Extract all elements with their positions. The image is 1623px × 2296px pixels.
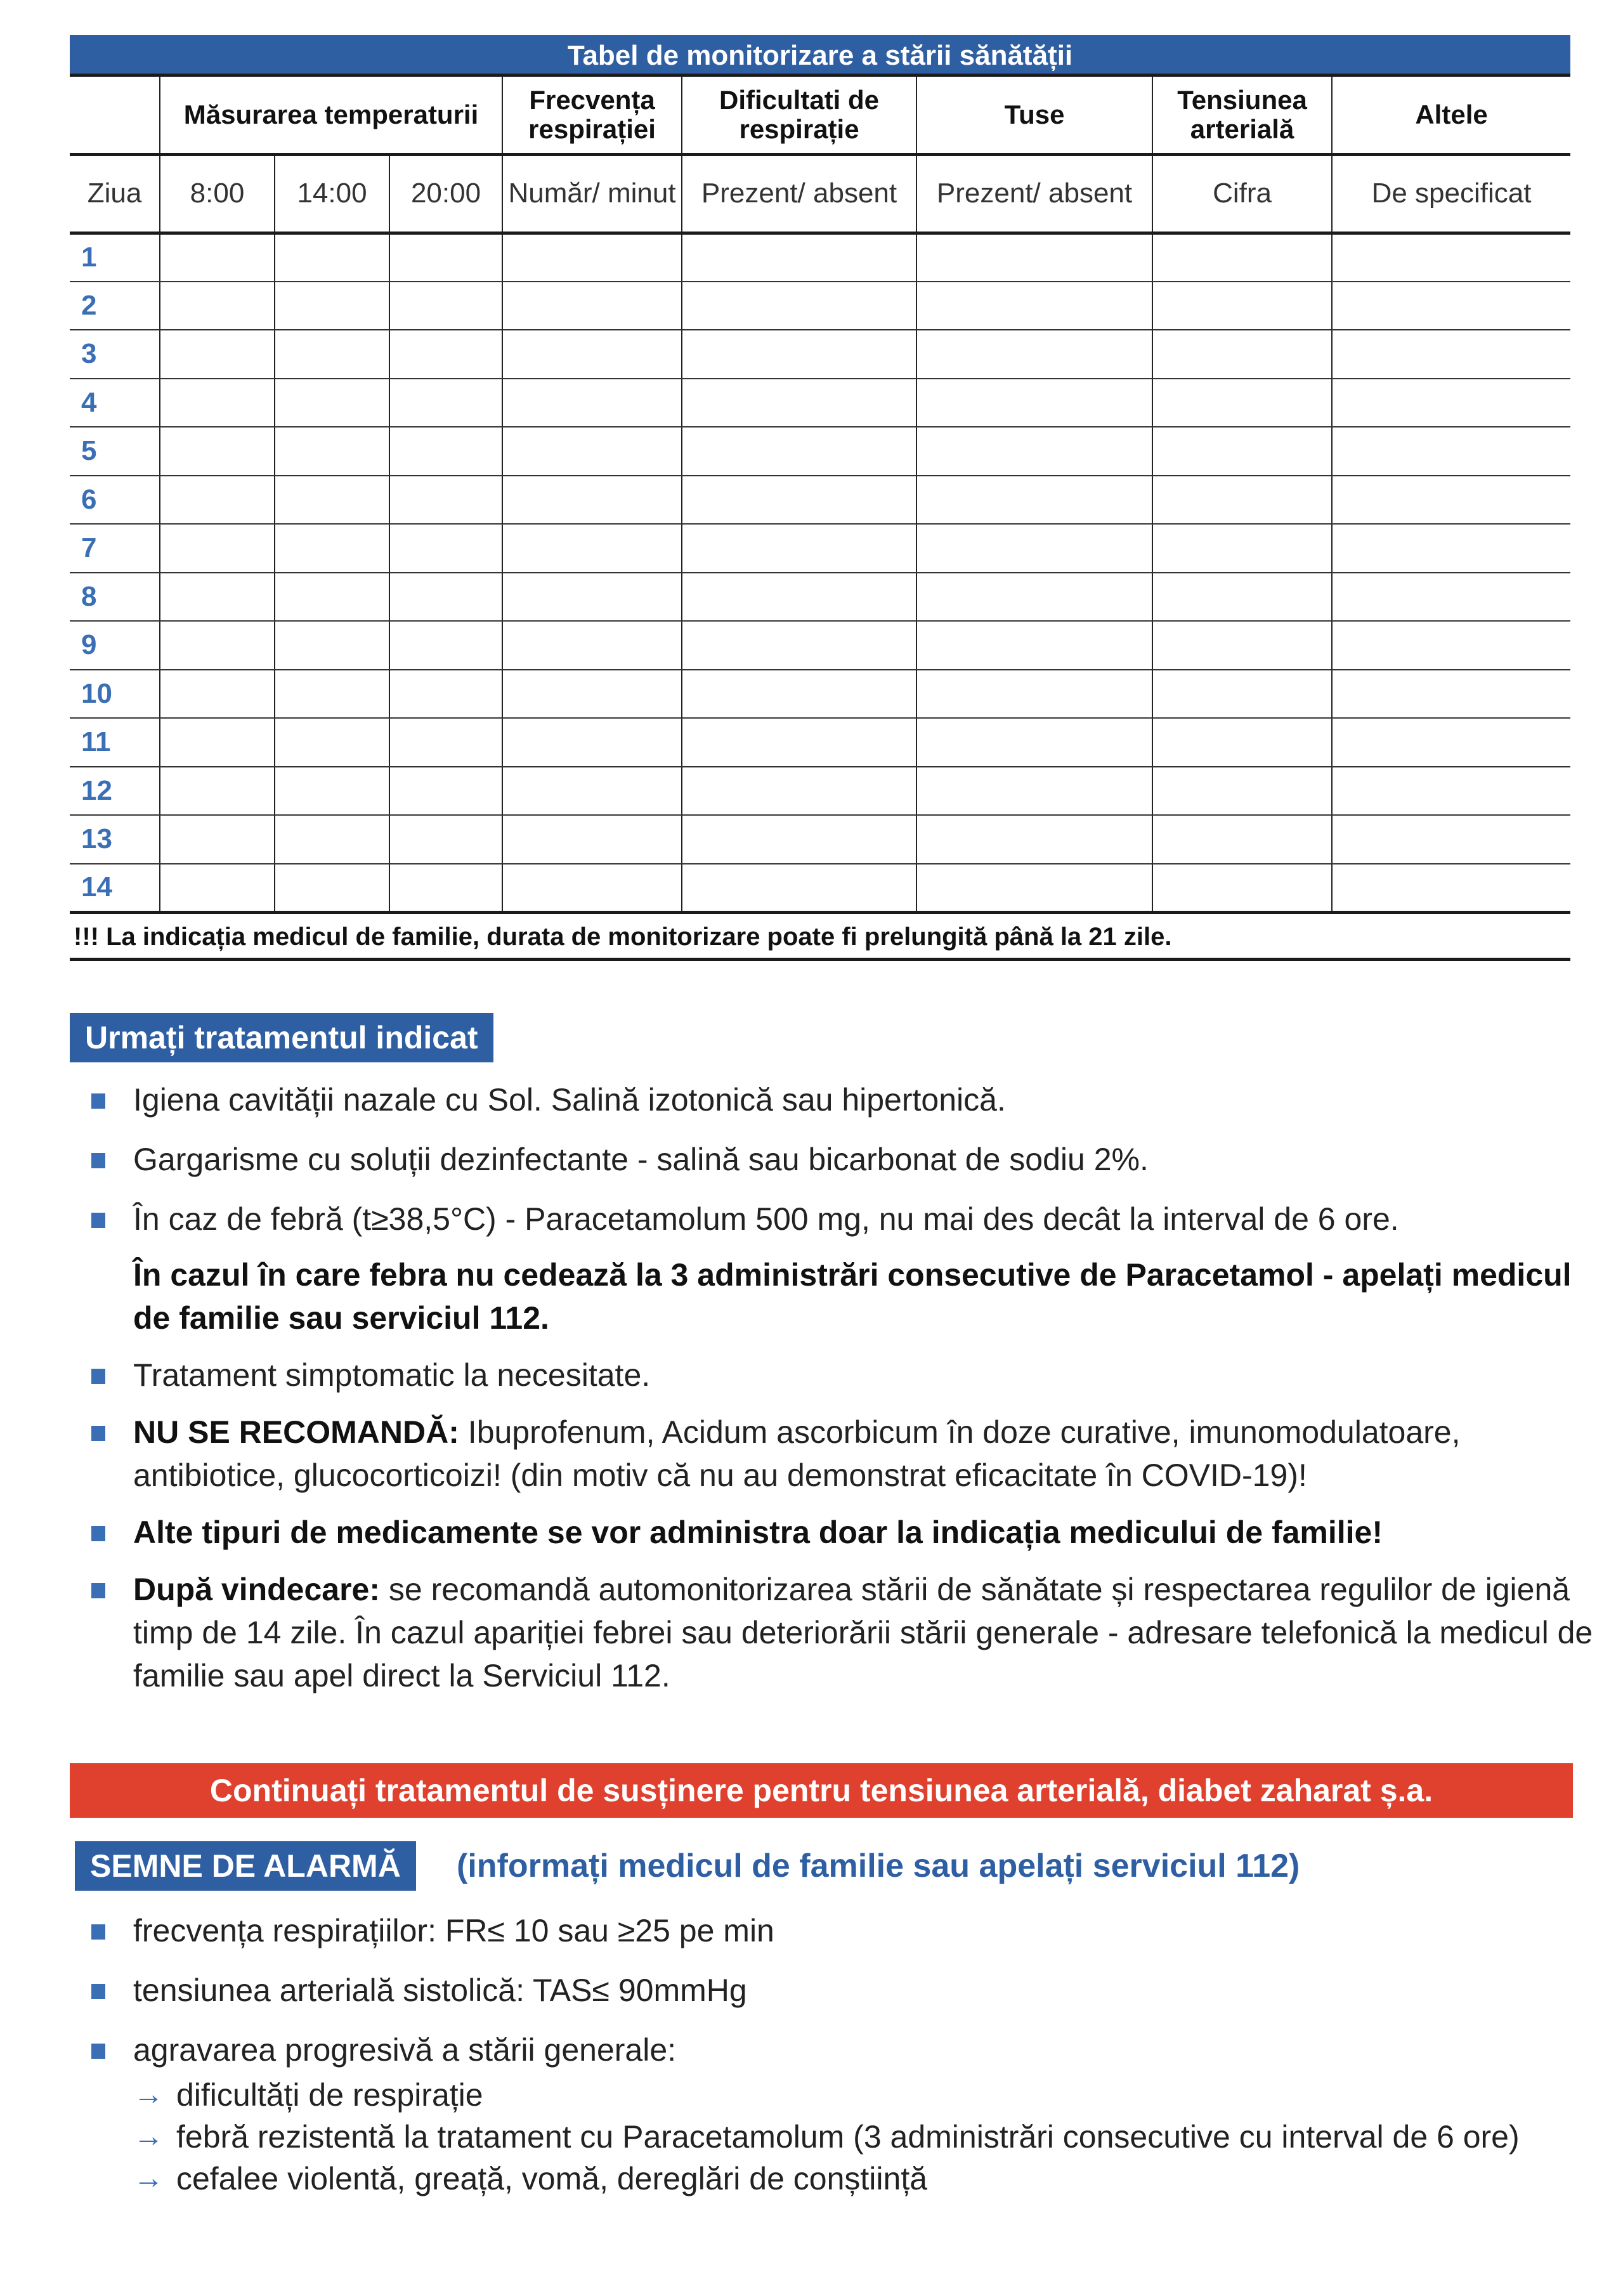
bullet-square-icon — [91, 1984, 105, 1999]
day-number: 6 — [70, 476, 160, 525]
cell-other[interactable] — [1332, 379, 1570, 427]
cell-other[interactable] — [1332, 573, 1570, 622]
cell-temp-8[interactable] — [160, 524, 275, 573]
list-item: Tratament simptomatic la necesitate. — [89, 1353, 1573, 1397]
cell-temp-8[interactable] — [160, 621, 275, 670]
header-blank — [70, 77, 160, 154]
cell-temp-8[interactable] — [160, 379, 275, 427]
header-other: Altele — [1332, 77, 1570, 154]
bullet-square-icon — [91, 1924, 105, 1940]
cell-temp-14[interactable] — [275, 524, 389, 573]
table-row — [70, 573, 1570, 622]
cell-blood-pressure[interactable] — [1152, 233, 1332, 282]
cell-breathing[interactable] — [682, 573, 916, 622]
table-row — [70, 670, 1570, 719]
cell-blood-pressure[interactable] — [1152, 815, 1332, 864]
cell-other[interactable] — [1332, 233, 1570, 282]
cell-temp-20[interactable] — [389, 864, 502, 913]
cell-other[interactable] — [1332, 864, 1570, 913]
table-row — [70, 718, 1570, 767]
sub-list-item: → cefalee violentă, greață, vomă, dereglări de conștiință — [133, 2158, 1560, 2200]
cell-blood-pressure[interactable] — [1152, 379, 1332, 427]
cell-temp-14[interactable] — [275, 330, 389, 379]
list-item: Gargarisme cu soluții dezinfectante - salină sau bicarbonat de sodiu 2%. — [89, 1138, 1573, 1181]
bullet-square-icon — [91, 1153, 105, 1168]
cell-cough[interactable] — [916, 330, 1152, 379]
cell-temp-20[interactable] — [389, 621, 502, 670]
cell-temp-20[interactable] — [389, 524, 502, 573]
cell-temp-8[interactable] — [160, 718, 275, 767]
cell-other[interactable] — [1332, 767, 1570, 816]
continue-treatment-banner: Continuați tratamentul de susținere pentru tensiunea arterială, diabet zaharat ș.a. — [70, 1763, 1573, 1818]
cell-temp-20[interactable] — [389, 330, 502, 379]
list-item: Igiena cavității nazale cu Sol. Salină izotonică sau hipertonică. — [89, 1078, 1573, 1121]
cell-temp-14[interactable] — [275, 670, 389, 719]
cell-cough[interactable] — [916, 427, 1152, 476]
bullet-square-icon — [91, 1526, 105, 1541]
cell-cough[interactable] — [916, 815, 1152, 864]
cell-resp-rate[interactable] — [502, 524, 682, 573]
cell-blood-pressure[interactable] — [1152, 427, 1332, 476]
cell-breathing[interactable] — [682, 476, 916, 525]
cell-cough[interactable] — [916, 573, 1152, 622]
day-number: 8 — [70, 573, 160, 622]
day-number: 9 — [70, 621, 160, 670]
treatment-list — [89, 1078, 1593, 1697]
cell-temp-20[interactable] — [389, 718, 502, 767]
cell-cough[interactable] — [916, 524, 1152, 573]
arrow-right-icon: → — [133, 2120, 164, 2153]
table-row — [70, 379, 1570, 427]
alarm-heading: SEMNE DE ALARMĂ — [75, 1841, 416, 1891]
bullet-square-icon — [91, 2044, 105, 2059]
list-item-not-recommended: NU SE RECOMANDĂ: Ibuprofenum, Acidum ascorbicum în doze curative, imunomodulatoare, antibiotice, glucocorticoizi! (din motiv că nu au demonstrat eficacitate în COVID-19)! — [89, 1411, 1548, 1497]
subheader-blood-pressure: Cifra — [1152, 154, 1332, 233]
cell-temp-20[interactable] — [389, 670, 502, 719]
day-number: 13 — [70, 815, 160, 864]
subheader-time-8: 8:00 — [160, 154, 275, 233]
cell-blood-pressure[interactable] — [1152, 524, 1332, 573]
cell-resp-rate[interactable] — [502, 718, 682, 767]
cell-cough[interactable] — [916, 476, 1152, 525]
cell-other[interactable] — [1332, 427, 1570, 476]
day-number: 4 — [70, 379, 160, 427]
sub-list-item: → febră rezistentă la tratament cu Paracetamolum (3 administrări consecutive cu interval de 6 ore) — [133, 2116, 1560, 2158]
cell-resp-rate[interactable] — [502, 573, 682, 622]
day-number: 5 — [70, 427, 160, 476]
cell-temp-20[interactable] — [389, 573, 502, 622]
cell-temp-8[interactable] — [160, 815, 275, 864]
list-item: În caz de febră (t≥38,5°C) - Paracetamolum 500 mg, nu mai des decât la interval de 6 ore. — [89, 1197, 1573, 1241]
cell-breathing[interactable] — [682, 330, 916, 379]
cell-breathing[interactable] — [682, 718, 916, 767]
cell-breathing[interactable] — [682, 815, 916, 864]
cell-temp-14[interactable] — [275, 864, 389, 913]
list-item-other-meds: Alte tipuri de medicamente se vor administra doar la indicația medicului de familie! — [89, 1511, 1573, 1554]
cell-cough[interactable] — [916, 767, 1152, 816]
table-row — [70, 524, 1570, 573]
cell-temp-8[interactable] — [160, 670, 275, 719]
header-temperature: Măsurarea temperaturii — [160, 77, 502, 154]
cell-resp-rate[interactable] — [502, 670, 682, 719]
table-row — [70, 621, 1570, 670]
subheader-resp-rate: Număr/ minut — [502, 154, 682, 233]
bullet-square-icon — [91, 1213, 105, 1228]
cell-blood-pressure[interactable] — [1152, 718, 1332, 767]
header-blood-pressure: Tensiunea arterială — [1152, 77, 1332, 154]
cell-breathing[interactable] — [682, 621, 916, 670]
cell-temp-20[interactable] — [389, 815, 502, 864]
alarm-sub-list — [133, 2074, 1560, 2200]
cell-temp-20[interactable] — [389, 233, 502, 282]
bullet-square-icon — [91, 1426, 105, 1441]
cell-temp-14[interactable] — [275, 379, 389, 427]
cell-temp-8[interactable] — [160, 427, 275, 476]
list-item: tensiunea arterială sistolică: TAS≤ 90mmHg — [89, 1969, 1573, 2012]
table-title: Tabel de monitorizare a stării sănătății — [70, 35, 1570, 77]
cell-temp-14[interactable] — [275, 573, 389, 622]
cell-breathing[interactable] — [682, 670, 916, 719]
cell-other[interactable] — [1332, 815, 1570, 864]
cell-temp-8[interactable] — [160, 864, 275, 913]
cell-temp-8[interactable] — [160, 573, 275, 622]
cell-resp-rate[interactable] — [502, 815, 682, 864]
cell-temp-20[interactable] — [389, 427, 502, 476]
subheader-time-14: 14:00 — [275, 154, 389, 233]
bullet-square-icon — [91, 1369, 105, 1384]
cell-resp-rate[interactable] — [502, 233, 682, 282]
sub-list-item: → dificultăți de respirație — [133, 2074, 1560, 2116]
day-number: 3 — [70, 330, 160, 379]
cell-blood-pressure[interactable] — [1152, 330, 1332, 379]
subheader-cough: Prezent/ absent — [916, 154, 1152, 233]
bullet-square-icon — [91, 1093, 105, 1109]
cell-temp-20[interactable] — [389, 476, 502, 525]
cell-other[interactable] — [1332, 524, 1570, 573]
cell-other[interactable] — [1332, 476, 1570, 525]
subheader-breathing: Prezent/ absent — [682, 154, 916, 233]
cell-blood-pressure[interactable] — [1152, 864, 1332, 913]
day-number: 2 — [70, 282, 160, 330]
cell-cough[interactable] — [916, 670, 1152, 719]
monitoring-grid — [70, 77, 1570, 914]
cell-resp-rate[interactable] — [502, 427, 682, 476]
cell-temp-20[interactable] — [389, 379, 502, 427]
table-row — [70, 330, 1570, 379]
cell-other[interactable] — [1332, 718, 1570, 767]
cell-other[interactable] — [1332, 282, 1570, 330]
arrow-right-icon: → — [133, 2162, 164, 2195]
cell-blood-pressure[interactable] — [1152, 282, 1332, 330]
header-resp-rate: Frecvența respirației — [502, 77, 682, 154]
cell-blood-pressure[interactable] — [1152, 476, 1332, 525]
cell-cough[interactable] — [916, 282, 1152, 330]
cell-other[interactable] — [1332, 330, 1570, 379]
monitoring-table — [70, 35, 1570, 961]
cell-temp-20[interactable] — [389, 767, 502, 816]
cell-resp-rate[interactable] — [502, 864, 682, 913]
cell-blood-pressure[interactable] — [1152, 767, 1332, 816]
cell-other[interactable] — [1332, 621, 1570, 670]
cell-cough[interactable] — [916, 864, 1152, 913]
arrow-right-icon: → — [133, 2078, 164, 2111]
table-row — [70, 864, 1570, 913]
cell-blood-pressure[interactable] — [1152, 573, 1332, 622]
table-row — [70, 767, 1570, 816]
table-row — [70, 815, 1570, 864]
cell-cough[interactable] — [916, 233, 1152, 282]
list-item: agravarea progresivă a stării generale: — [89, 2028, 1573, 2071]
cell-cough[interactable] — [916, 718, 1152, 767]
cell-breathing[interactable] — [682, 767, 916, 816]
header-breathing: Dificultati de respirație — [682, 77, 916, 154]
cell-breathing[interactable] — [682, 379, 916, 427]
cell-temp-8[interactable] — [160, 233, 275, 282]
fever-warning: În cazul în care febra nu cedează la 3 administrări consecutive de Paracetamol - apelați medicul de familie sau serviciul 112. — [133, 1257, 1572, 1336]
cell-temp-14[interactable] — [275, 767, 389, 816]
cell-temp-14[interactable] — [275, 476, 389, 525]
cell-other[interactable] — [1332, 670, 1570, 719]
cell-breathing[interactable] — [682, 233, 916, 282]
alarm-subtitle: (informați medicul de familie sau apelați serviciul 112) — [457, 1848, 1300, 1884]
list-item: frecvența respirațiilor: FR≤ 10 sau ≥25 pe min — [89, 1909, 1573, 1952]
cell-temp-14[interactable] — [275, 621, 389, 670]
bullet-square-icon — [91, 1583, 105, 1598]
cell-temp-14[interactable] — [275, 282, 389, 330]
cell-cough[interactable] — [916, 621, 1152, 670]
cell-resp-rate[interactable] — [502, 282, 682, 330]
header-cough: Tuse — [916, 77, 1152, 154]
day-number: 10 — [70, 670, 160, 719]
day-number: 14 — [70, 864, 160, 913]
table-row — [70, 427, 1570, 476]
cell-blood-pressure[interactable] — [1152, 670, 1332, 719]
cell-temp-20[interactable] — [389, 282, 502, 330]
cell-temp-8[interactable] — [160, 476, 275, 525]
cell-temp-8[interactable] — [160, 330, 275, 379]
subheader-other: De specificat — [1332, 154, 1570, 233]
cell-temp-14[interactable] — [275, 815, 389, 864]
cell-resp-rate[interactable] — [502, 330, 682, 379]
table-row — [70, 476, 1570, 525]
cell-breathing[interactable] — [682, 524, 916, 573]
cell-temp-14[interactable] — [275, 427, 389, 476]
cell-resp-rate[interactable] — [502, 621, 682, 670]
cell-temp-8[interactable] — [160, 767, 275, 816]
table-row — [70, 233, 1570, 282]
cell-resp-rate[interactable] — [502, 476, 682, 525]
monitoring-note: !!! La indicația medicul de familie, durata de monitorizare poate fi prelungită până la 21 zile. — [70, 914, 1570, 961]
day-number: 11 — [70, 718, 160, 767]
list-item-after-recovery: După vindecare: se recomandă automonitorizarea stării de sănătate și respectarea regulilor de igienă timp de 14 zile. În cazul apariției febrei sau deteriorării stării generale - adresare telefonică la medicul de familie sau apel direct la Serviciul 112. — [89, 1568, 1598, 1697]
cell-blood-pressure[interactable] — [1152, 621, 1332, 670]
cell-breathing[interactable] — [682, 427, 916, 476]
subheader-time-20: 20:00 — [389, 154, 502, 233]
cell-temp-14[interactable] — [275, 718, 389, 767]
day-number: 1 — [70, 233, 160, 282]
day-number: 7 — [70, 524, 160, 573]
day-number: 12 — [70, 767, 160, 816]
cell-temp-8[interactable] — [160, 282, 275, 330]
treatment-heading: Urmați tratamentul indicat — [70, 1013, 493, 1062]
cell-resp-rate[interactable] — [502, 379, 682, 427]
table-row — [70, 282, 1570, 330]
cell-temp-14[interactable] — [275, 233, 389, 282]
alarm-list — [89, 1909, 1573, 2071]
cell-resp-rate[interactable] — [502, 767, 682, 816]
cell-breathing[interactable] — [682, 864, 916, 913]
cell-breathing[interactable] — [682, 282, 916, 330]
subheader-day: Ziua — [70, 154, 160, 233]
cell-cough[interactable] — [916, 379, 1152, 427]
